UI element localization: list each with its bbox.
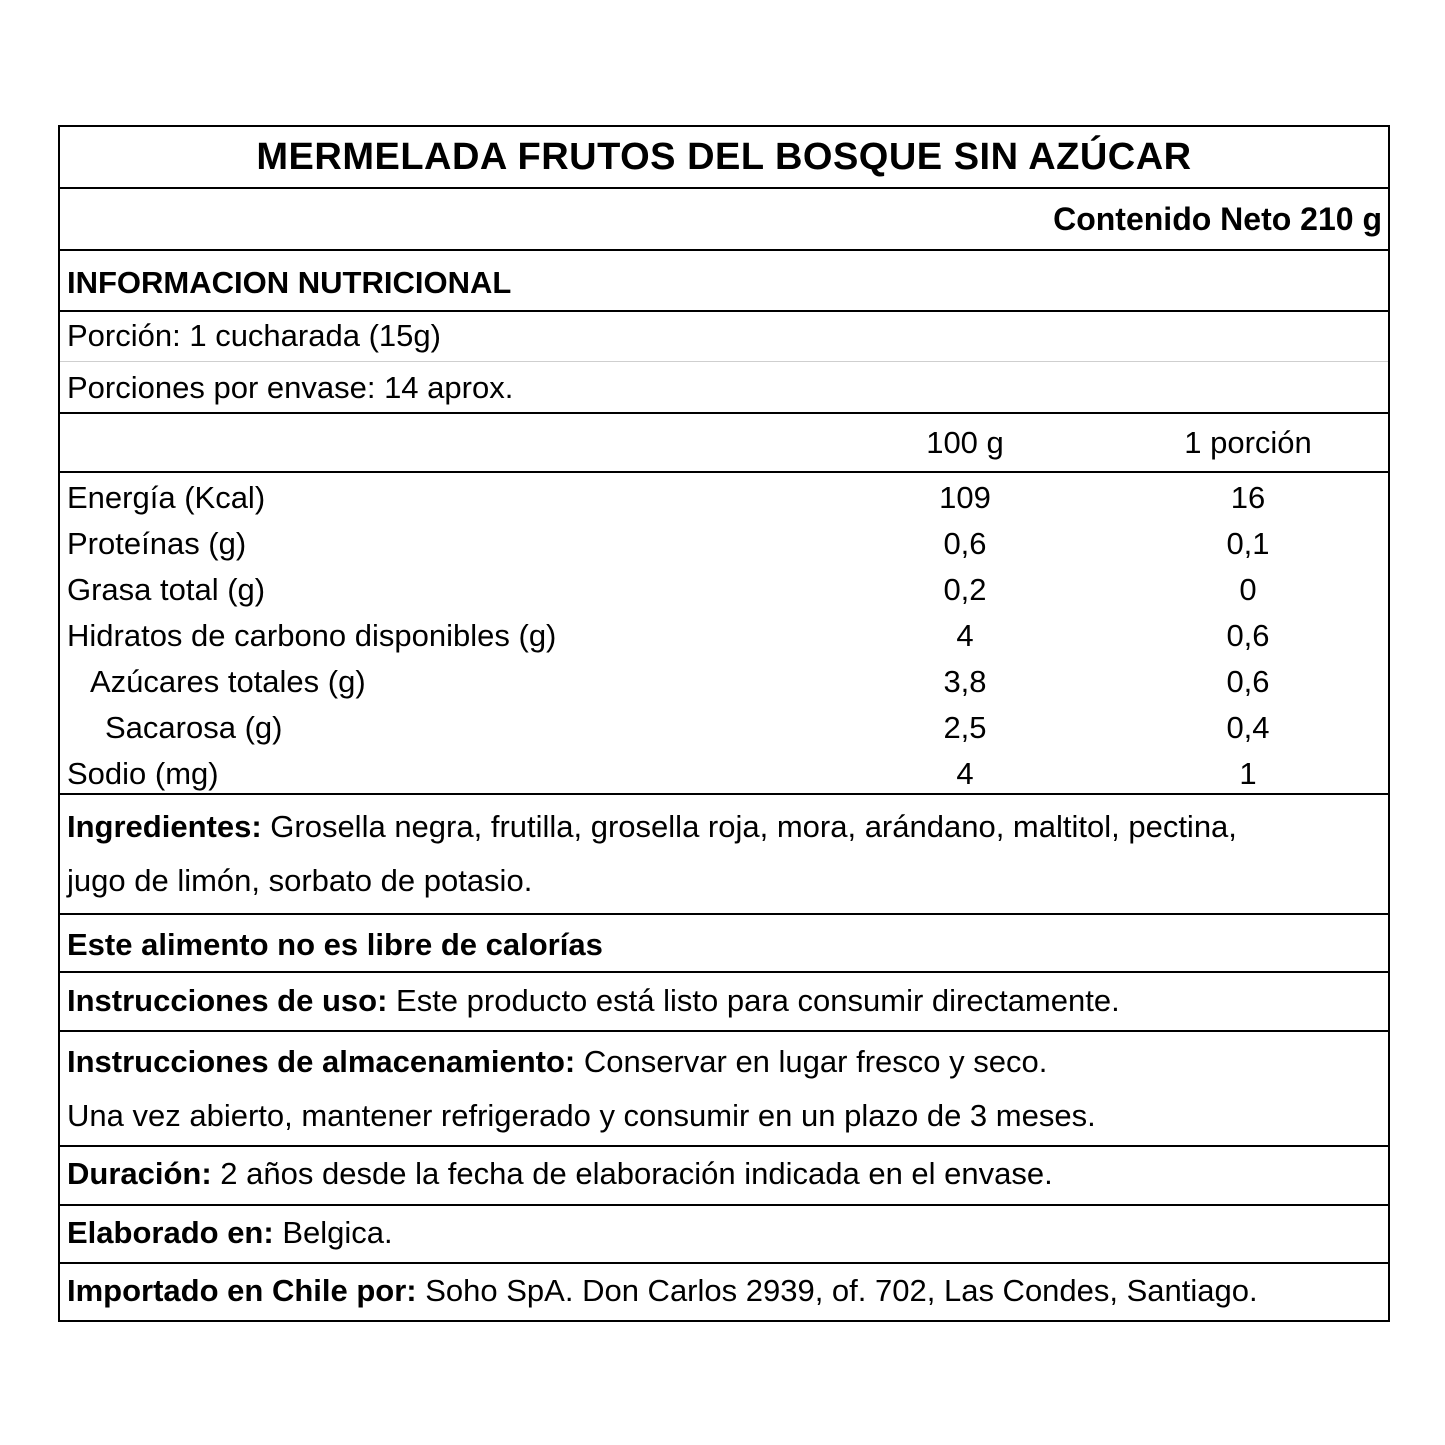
- importer-label: Importado en Chile por:: [67, 1273, 417, 1308]
- usage-text: Este producto está listo para consumir directamente.: [387, 983, 1120, 1018]
- storage-row: [60, 1032, 1388, 1147]
- nutrient-value-100g: 109: [939, 480, 991, 515]
- net-content: Contenido Neto 210 g: [1053, 201, 1382, 237]
- nutrient-value-portion: 0: [1239, 572, 1257, 607]
- duration-line: [67, 1154, 1053, 1194]
- nutrient-value-100g: 0,2: [943, 572, 987, 607]
- ingredients-line-1: [67, 807, 1237, 847]
- net-content-row: [60, 189, 1388, 251]
- storage-label: Instrucciones de almacenamiento:: [67, 1044, 576, 1079]
- nutrition-heading: INFORMACION NUTRICIONAL: [67, 265, 512, 300]
- portion-row: [60, 312, 1388, 362]
- importer-row: [60, 1264, 1388, 1320]
- column-header-100g: 100 g: [926, 425, 1004, 460]
- nutrient-row: [60, 475, 1388, 521]
- usage-line: [67, 981, 1120, 1021]
- duration-row: [60, 1147, 1388, 1206]
- nutrient-name: Grasa total (g): [67, 572, 266, 607]
- nutrient-row: [60, 705, 1388, 751]
- nutrient-value-100g: 0,6: [943, 526, 987, 561]
- nutrient-row: [60, 613, 1388, 659]
- nutrient-name: Sacarosa (g): [105, 710, 283, 745]
- nutrient-name: Hidratos de carbono disponibles (g): [67, 618, 557, 653]
- storage-text-1: Conservar en lugar fresco y seco.: [575, 1044, 1048, 1079]
- column-header-portion: 1 porción: [1184, 425, 1312, 460]
- storage-line-1: [67, 1042, 1047, 1082]
- usage-label: Instrucciones de uso:: [67, 983, 388, 1018]
- nutrient-value-portion: 0,4: [1226, 710, 1270, 745]
- nutrition-label: [58, 125, 1390, 1322]
- made-in-text: Belgica.: [273, 1215, 393, 1250]
- importer-line: [67, 1271, 1258, 1311]
- nutrient-name: Azúcares totales (g): [90, 664, 366, 699]
- ingredients-label: Ingredientes:: [67, 809, 262, 844]
- nutrient-value-100g: 4: [956, 618, 974, 653]
- ingredients-row: [60, 795, 1388, 915]
- made-in-row: [60, 1206, 1388, 1264]
- calorie-note-row: [60, 915, 1388, 973]
- made-in-label: Elaborado en:: [67, 1215, 274, 1250]
- nutrient-row: [60, 659, 1388, 705]
- nutrient-table: [60, 473, 1388, 795]
- portions-per-pack: Porciones por envase: 14 aprox.: [67, 370, 514, 405]
- nutrient-row: [60, 567, 1388, 613]
- ingredients-text-1: Grosella negra, frutilla, grosella roja, mora, arándano, maltitol, pectina,: [261, 809, 1237, 844]
- usage-row: [60, 973, 1388, 1032]
- nutrient-name: Energía (Kcal): [67, 480, 266, 515]
- nutrient-value-100g: 3,8: [943, 664, 987, 699]
- title-row: [60, 127, 1388, 189]
- nutrient-value-portion: 0,6: [1226, 664, 1270, 699]
- storage-text-2: Una vez abierto, mantener refrigerado y consumir en un plazo de 3 meses.: [67, 1098, 1096, 1133]
- duration-label: Duración:: [67, 1156, 212, 1191]
- nutrient-value-100g: 2,5: [943, 710, 987, 745]
- nutrient-row: [60, 751, 1388, 797]
- column-header-row: [60, 414, 1388, 473]
- duration-text: 2 años desde la fecha de elaboración indicada en el envase.: [211, 1156, 1053, 1191]
- portion-size: Porción: 1 cucharada (15g): [67, 318, 441, 353]
- ingredients-text-2: jugo de limón, sorbato de potasio.: [67, 863, 533, 898]
- nutrient-value-portion: 1: [1239, 756, 1257, 791]
- nutrient-value-portion: 16: [1230, 480, 1266, 515]
- nutrient-value-portion: 0,1: [1226, 526, 1270, 561]
- nutrient-name: Sodio (mg): [67, 756, 219, 791]
- nutrition-heading-row: [60, 251, 1388, 312]
- nutrient-value-portion: 0,6: [1226, 618, 1270, 653]
- importer-text: Soho SpA. Don Carlos 2939, of. 702, Las Condes, Santiago.: [416, 1273, 1258, 1308]
- made-in-line: [67, 1213, 393, 1253]
- nutrient-row: [60, 521, 1388, 567]
- calorie-note: Este alimento no es libre de calorías: [67, 927, 603, 962]
- portions-row: [60, 362, 1388, 414]
- nutrient-name: Proteínas (g): [67, 526, 247, 561]
- product-title: MERMELADA FRUTOS DEL BOSQUE SIN AZÚCAR: [256, 136, 1192, 178]
- nutrient-value-100g: 4: [956, 756, 974, 791]
